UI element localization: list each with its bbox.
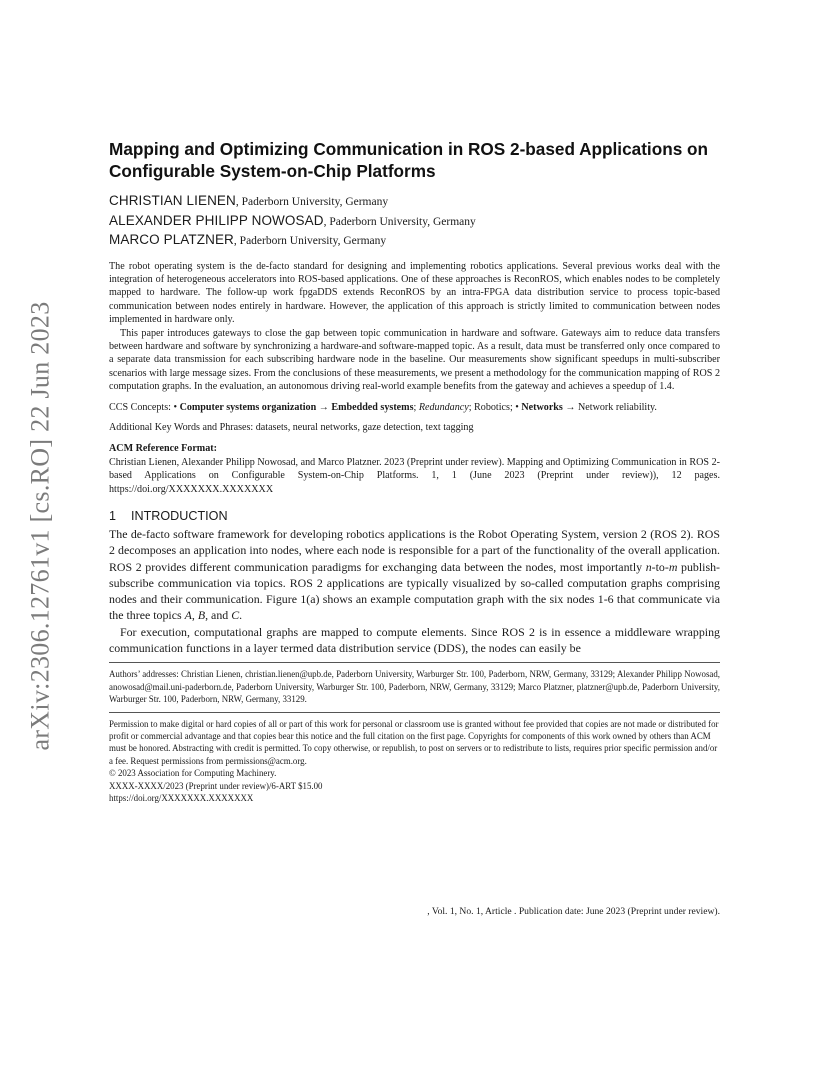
section-number: 1 — [109, 509, 117, 523]
permission-text: Permission to make digital or hard copies of all or part of this work for personal or classroom use is granted without fee provided that copies are not made or distributed for profit or commercial advantage and that copies bear this notice and the full citation on the first page. Copyrights for components of this work owned by others than ACM must be honored. Abstracting with credit is permitted. To copy otherwise, or republish, to post on servers or to redistribute to lists, requires prior specific permission and/or a fee. Request permissions from permissions@acm.org. — [109, 718, 719, 766]
topic-c: C — [231, 608, 240, 623]
ccs-concepts — [109, 401, 720, 414]
abstract — [109, 260, 720, 394]
ccs-term: Network reliability. — [578, 401, 657, 413]
footnote-divider — [109, 662, 720, 663]
ccs-term: Networks — [521, 401, 563, 413]
doi-line: https://doi.org/XXXXXXX.XXXXXXX — [109, 793, 254, 804]
ccs-separator: ; — [413, 401, 419, 413]
permission-notice — [109, 718, 720, 805]
ccs-term: Embedded systems — [331, 401, 414, 413]
copyright-line: © 2023 Association for Computing Machinery. — [109, 768, 277, 779]
body-paragraph-2: For execution, computational graphs are mapped to compute elements. Since ROS 2 is in essence a middleware wrapping communication functions in a layer termed data distribution service (DDS), the nodes can easily be — [109, 624, 720, 656]
author-3 — [109, 231, 720, 251]
body-paragraph-1 — [109, 526, 720, 624]
section-body — [109, 526, 720, 656]
ccs-arrow: → — [316, 401, 332, 413]
text-run: The de-facto software framework for developing robotics applications is the Robot Operating System, version 2 (ROS 2). ROS 2 decomposes an application into nodes, where each node is responsible for a part of the functionality of the overall application. ROS 2 provides different communication paradigms for exchanging data between the nodes, most importantly — [109, 527, 720, 574]
ccs-separator: ; Robotics; • — [468, 401, 519, 413]
author-affiliation: , Paderborn University, Germany — [323, 215, 476, 228]
author-affiliation: , Paderborn University, Germany — [235, 196, 389, 208]
abstract-paragraph-1: The robot operating system is the de-facto standard for designing and implementing robotics applications. Several previous works deal with the integration of heterogeneous accelerators into ROS-based applications. One of these approaches is ReconROS, which enables nodes to be completely mapped to hardware. The follow-up work fpgaDDS extends ReconROS by an intra-FPGA data distribution service to process topic-based communication between nodes entirely in hardware. However, the application of this approach is strictly limited to communication between nodes implemented in hardware only. — [109, 260, 720, 326]
math-n: n — [645, 559, 652, 574]
topic-b: B — [197, 608, 206, 623]
acm-reference-text: Christian Lienen, Alexander Philipp Nowosad, and Marco Platzner. 2023 (Preprint under review). Mapping and Optimizing Communication in ROS 2-based Applications on Configurable System-on-Chip Platforms. 1, 1 (June 2023 (Preprint under review)), 12 pages. https://doi.org/XXXXXXX.XXXXXXX — [109, 456, 720, 495]
keywords: Additional Key Words and Phrases: datasets, neural networks, gaze detection, text tagging — [109, 421, 474, 433]
ccs-label: CCS Concepts: • — [109, 401, 178, 413]
text-run: publish-subscribe communication via topics. ROS 2 applications are typically visualized by so-called computation graphs comprising nodes and their communication. Figure 1(a) shows an example computation graph with the six nodes 1-6 that communicate via the three topics — [109, 559, 720, 623]
page-footer: , Vol. 1, No. 1, Article . Publication date: June 2023 (Preprint under review). — [427, 906, 720, 917]
topic-a: A — [184, 608, 192, 623]
paper-page — [109, 138, 720, 804]
author-affiliation: , Paderborn University, Germany — [233, 235, 387, 247]
permission-divider — [109, 712, 720, 713]
abstract-paragraph-2: This paper introduces gateways to close the gap between topic communication in hardware and software. Gateways aim to reduce data transfers between hardware and software by synchronizing a hardware-and software-mapped topic. As a result, data must be transferred only once compared to a separate data transmission for each subscribing hardware node in the baseline. Our measurements show significant speedups in multi-subscriber scenarios with large message sizes. From the conclusions of these measurements, we present a methodology for the communication mapping of ROS 2 computation graphs. In the evaluation, an autonomous driving real-world example benefits from the gateway and achieves a speedup of 1.4. — [109, 327, 720, 393]
author-addresses-footnote: Authors’ addresses: Christian Lienen, christian.lienen@upb.de, Paderborn University, Warburger Str. 100, Paderborn, NRW, Germany, 33129; Alexander Philipp Nowosad, anowosad@mail.uni-paderborn.de, Paderborn University, Warburger Str. 100, Paderborn, NRW, Germany, 33129; Marco Platzner, platzner@upb.de, Paderborn University, Warburger Str. 100, Paderborn, NRW, Germany, 33129. — [109, 669, 720, 705]
text-run: , — [191, 608, 198, 623]
text-run: -to- — [651, 559, 669, 574]
math-m: m — [668, 559, 678, 574]
text-run: , and — [205, 608, 232, 623]
author-list — [109, 192, 720, 251]
author-name: CHRISTIAN LIENEN — [109, 193, 236, 208]
ccs-term: Redundancy — [418, 401, 469, 413]
issn-line: XXXX-XXXX/2023 (Preprint under review)/6-ART $15.00 — [109, 780, 323, 791]
section-title: INTRODUCTION — [131, 509, 228, 523]
arxiv-id: arXiv:2306.12761v1 [cs.RO] 22 Jun 2023 — [26, 301, 56, 751]
author-name: MARCO PLATZNER — [109, 232, 234, 247]
author-name: ALEXANDER PHILIPP NOWOSAD — [109, 212, 324, 228]
arxiv-watermark — [16, 292, 66, 760]
paper-title: Mapping and Optimizing Communication in ROS 2-based Applications on Configurable System-on-Chip Platforms — [109, 139, 709, 181]
author-1 — [109, 192, 720, 212]
section-heading — [109, 508, 720, 525]
acm-reference-heading: ACM Reference Format: — [109, 443, 217, 455]
ccs-term: Computer systems organization — [179, 401, 317, 413]
text-run: . — [239, 608, 243, 623]
author-2 — [109, 212, 720, 232]
ccs-arrow: → — [562, 401, 578, 413]
